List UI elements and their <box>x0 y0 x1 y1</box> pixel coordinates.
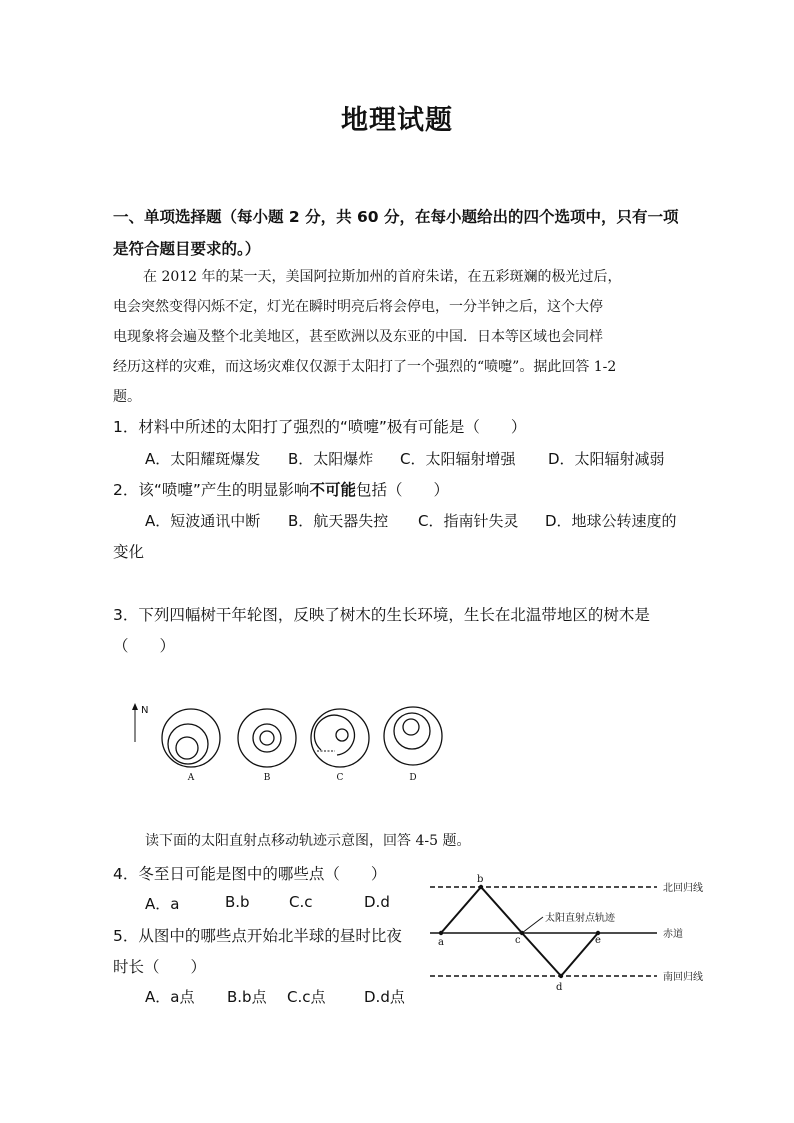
point-d-label: d <box>556 982 563 993</box>
sun-track-line <box>441 887 598 976</box>
question-5-stem-line1: 5．从图中的哪些点开始北半球的昼时比夜 <box>113 927 402 945</box>
sun-track-diagram <box>425 870 735 995</box>
passage-line-1: 在 2012 年的某一天，美国阿拉斯加州的首府朱诺，在五彩斑斓的极光过后， <box>143 269 622 285</box>
ring-label-a: A <box>187 773 195 783</box>
section-heading-line1: 一、单项选择题（每小题 2 分，共 60 分，在每小题给出的四个选项中，只有一项 <box>113 208 679 226</box>
track-label: 太阳直射点轨迹 <box>545 913 615 924</box>
q4-option-d: D.d <box>364 893 390 911</box>
ring-diagram-b <box>238 709 296 783</box>
q2-stem-emphasis: 不可能 <box>309 481 356 499</box>
point-b-dot <box>479 885 483 889</box>
q1-option-a: A．太阳耀斑爆发 <box>145 450 261 468</box>
tropic-north-label: 北回归线 <box>663 883 703 894</box>
point-a-dot <box>439 931 443 935</box>
q2-stem-prefix: 2．该“喷嚏”产生的明显影响 <box>113 481 310 499</box>
question-3-stem-line2: （ ） <box>113 637 176 655</box>
equator-label: 赤道 <box>663 929 683 940</box>
question-2-stem <box>113 478 449 500</box>
intro-4-5: 读下面的太阳直射点移动轨迹示意图，回答 4-5 题。 <box>145 833 471 849</box>
passage-line-2: 电会突然变得闪烁不定，灯光在瞬时明亮后将会停电，一分半钟之后，这个大停 <box>113 299 603 315</box>
point-e-label: e <box>595 935 601 946</box>
q5-option-d: D.d点 <box>364 988 405 1006</box>
question-3-stem-line1: 3．下列四幅树干年轮图，反映了树木的生长环境，生长在北温带地区的树木是 <box>113 606 650 624</box>
q2-stem-suffix: 包括（ ） <box>355 481 449 499</box>
north-arrow <box>132 703 148 742</box>
page-title: 地理试题 <box>341 105 453 136</box>
q5-option-a: A．a点 <box>145 988 195 1006</box>
question-4-stem: 4．冬至日可能是图中的哪些点（ ） <box>113 865 387 883</box>
q4-option-c: C.c <box>289 893 313 911</box>
q2-option-d-wrap: 变化 <box>113 543 145 561</box>
point-b-label: b <box>477 874 484 885</box>
q2-option-d: D．地球公转速度的 <box>545 512 677 530</box>
q4-option-a: A．a <box>145 895 180 913</box>
ring-label-d: D <box>409 773 417 783</box>
question-5-stem-line2: 时长（ ） <box>113 958 207 976</box>
q2-option-a: A．短波通讯中断 <box>145 512 261 530</box>
section-heading-line2: 是符合题目要求的。） <box>113 240 261 258</box>
point-a-label: a <box>438 937 444 948</box>
q2-option-c: C．指南针失灵 <box>418 512 519 530</box>
track-label-leader <box>522 917 543 933</box>
north-label: N <box>141 705 149 716</box>
passage-line-3: 电现象将会遍及整个北美地区，甚至欧洲以及东亚的中国．日本等区域也会同样 <box>113 329 603 345</box>
q5-option-b: B.b点 <box>227 988 267 1006</box>
tree-rings-figure <box>125 698 455 786</box>
point-d-dot <box>559 974 563 978</box>
ring-diagram-a <box>162 709 220 783</box>
ring-diagram-c <box>311 709 369 783</box>
point-c-label: c <box>515 935 521 946</box>
q5-option-c: C.c点 <box>287 988 326 1006</box>
q1-option-d: D．太阳辐射减弱 <box>548 450 665 468</box>
tropic-south-label: 南回归线 <box>663 972 703 983</box>
q1-option-b: B．太阳爆炸 <box>288 450 374 468</box>
ring-label-b: B <box>263 773 271 783</box>
q4-option-b: B.b <box>225 893 250 911</box>
q1-option-c: C．太阳辐射增强 <box>400 450 516 468</box>
q2-option-b: B．航天器失控 <box>288 512 389 530</box>
passage-line-5: 题。 <box>113 389 141 405</box>
ring-label-c: C <box>336 773 344 783</box>
passage-line-4: 经历这样的灾难，而这场灾难仅仅源于太阳打了一个强烈的“喷嚏”。据此回答 1-2 <box>113 359 617 375</box>
ring-diagram-d <box>384 707 442 783</box>
question-1-stem: 1．材料中所述的太阳打了强烈的“喷嚏”极有可能是（ ） <box>113 418 527 436</box>
